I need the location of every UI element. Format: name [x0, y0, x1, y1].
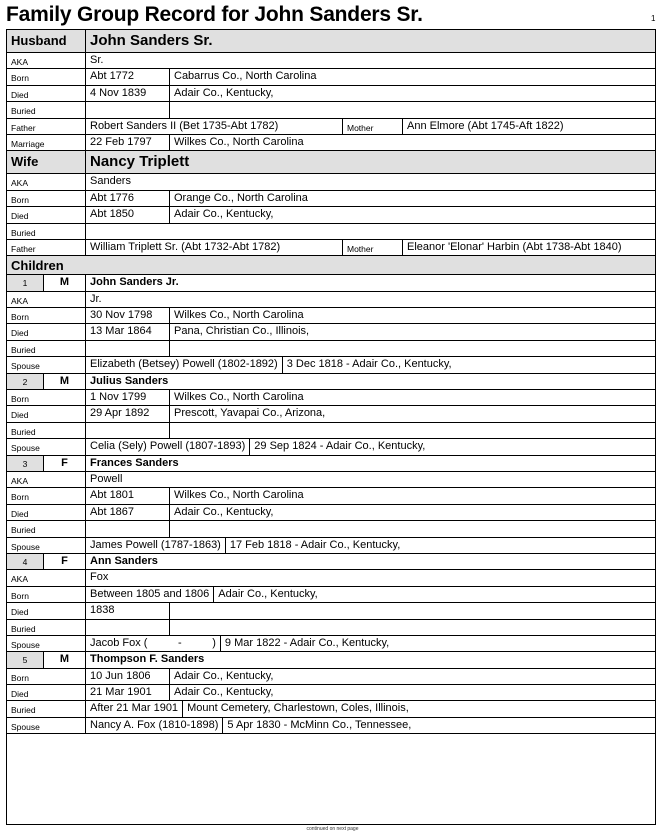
fact-place: Orange Co., North Carolina — [174, 191, 308, 204]
child-name: Ann Sanders — [90, 554, 158, 567]
fact-label: Born — [7, 69, 86, 84]
fact-date: Abt 1850 — [86, 207, 170, 222]
child-header — [7, 374, 655, 390]
fact-date: Abt 1867 — [86, 505, 170, 520]
fact-row-born — [7, 191, 655, 207]
spouse-name: Celia (Sely) Powell (1807-1893) — [86, 439, 250, 454]
fact-row-died — [7, 207, 655, 223]
fact-date: Abt 1776 — [86, 191, 170, 206]
fact-date: Abt 1772 — [86, 69, 170, 84]
wife-header — [7, 151, 655, 174]
spouse-name: Jacob Fox ( - ) — [86, 636, 221, 651]
marriage-info: 5 Apr 1830 - McMinn Co., Tennessee, — [227, 718, 412, 731]
fact-place — [170, 620, 655, 635]
marriage-info: 17 Feb 1818 - Adair Co., Kentucky, — [229, 538, 401, 551]
fact-row-buried — [7, 102, 655, 118]
fact-date: 29 Apr 1892 — [86, 406, 170, 421]
spouse-row — [7, 538, 655, 554]
fact-label: Died — [7, 685, 86, 700]
fact-row-born — [7, 587, 655, 603]
fact-value: Fox — [90, 571, 109, 584]
fact-row-buried — [7, 341, 655, 357]
fact-date: 13 Mar 1864 — [86, 324, 170, 339]
fact-row-buried — [7, 423, 655, 439]
fact-date: 30 Nov 1798 — [86, 308, 170, 323]
child-sex: F — [44, 554, 86, 569]
fact-value: Sanders — [90, 175, 131, 188]
page-number: 1 — [651, 14, 656, 23]
role-label: Wife — [7, 151, 86, 173]
fact-label: Born — [7, 587, 86, 602]
child-number: 1 — [7, 275, 44, 290]
child-name: Frances Sanders — [90, 456, 179, 469]
fact-row-aka — [7, 292, 655, 308]
spouse-row — [7, 718, 655, 734]
spouse-label: Spouse — [7, 439, 86, 454]
fact-date: 4 Nov 1839 — [86, 86, 170, 101]
spouse-row — [7, 636, 655, 652]
marriage-info: 3 Dec 1818 - Adair Co., Kentucky, — [286, 358, 452, 371]
fact-row-aka — [7, 174, 655, 190]
fact-value: Sr. — [90, 54, 104, 66]
child-sex: M — [44, 374, 86, 389]
fact-label: Buried — [7, 521, 86, 536]
child-name: Thompson F. Sanders — [90, 653, 205, 666]
fact-date: 21 Mar 1901 — [86, 685, 170, 700]
fact-value: Powell — [90, 472, 123, 485]
parents-row — [7, 119, 655, 135]
fact-date — [86, 341, 170, 356]
spouse-row — [7, 357, 655, 373]
fact-row-died — [7, 86, 655, 102]
spouse-label: Spouse — [7, 636, 86, 651]
spouse-name: Nancy A. Fox (1810-1898) — [86, 718, 223, 733]
fact-date: 22 Feb 1797 — [86, 135, 170, 150]
child-number: 3 — [7, 456, 44, 471]
spouse-label: Spouse — [7, 538, 86, 553]
children-header — [7, 256, 655, 275]
child-sex: M — [44, 652, 86, 667]
fact-date: 1 Nov 1799 — [86, 390, 170, 405]
fact-label: Died — [7, 603, 86, 618]
fact-label: AKA — [7, 472, 86, 487]
fact-date — [86, 423, 170, 438]
fact-label: Born — [7, 191, 86, 206]
fact-label: Buried — [7, 341, 86, 356]
father-label: Father — [7, 119, 86, 134]
fact-place — [170, 423, 655, 438]
fact-place: Mount Cemetery, Charlestown, Coles, Illinois, — [187, 702, 409, 715]
fact-place: Adair Co., Kentucky, — [174, 686, 274, 699]
fact-value — [86, 224, 655, 239]
fact-row-aka — [7, 53, 655, 69]
mother-label: Mother — [343, 119, 403, 134]
marriage-info: 29 Sep 1824 - Adair Co., Kentucky, — [254, 440, 426, 453]
fact-row-died — [7, 324, 655, 340]
fact-label: Buried — [7, 701, 86, 716]
fact-place: Cabarrus Co., North Carolina — [174, 70, 317, 83]
fact-row-born — [7, 669, 655, 685]
fact-row-buried — [7, 620, 655, 636]
fact-date — [86, 521, 170, 536]
child-header — [7, 275, 655, 291]
fact-row-buried — [7, 701, 655, 717]
fact-label: Died — [7, 207, 86, 222]
fact-place: Prescott, Yavapai Co., Arizona, — [174, 407, 326, 420]
father-name: William Triplett Sr. (Abt 1732-Abt 1782) — [86, 240, 343, 255]
role-label: Husband — [7, 30, 86, 52]
fact-label: Buried — [7, 224, 86, 239]
mother-name: Eleanor 'Elonar' Harbin (Abt 1738-Abt 1840) — [407, 240, 622, 253]
fact-row-buried — [7, 521, 655, 537]
fact-place: Wilkes Co., North Carolina — [174, 391, 304, 404]
fact-date: After 21 Mar 1901 — [86, 701, 183, 716]
fact-row-born — [7, 308, 655, 324]
fact-date — [86, 102, 170, 117]
fact-label: Buried — [7, 620, 86, 635]
spouse-row — [7, 439, 655, 455]
spouse-name: James Powell (1787-1863) — [86, 538, 226, 553]
parents-row — [7, 240, 655, 256]
spouse-name: Elizabeth (Betsey) Powell (1802-1892) — [86, 357, 283, 372]
mother-name: Ann Elmore (Abt 1745-Aft 1822) — [407, 119, 564, 132]
spouse-label: Spouse — [7, 718, 86, 733]
fact-place: Adair Co., Kentucky, — [174, 86, 274, 99]
fact-row-died — [7, 406, 655, 422]
fact-place — [170, 521, 655, 536]
child-sex: F — [44, 456, 86, 471]
fact-row-born — [7, 390, 655, 406]
person-name: John Sanders Sr. — [90, 32, 213, 49]
fact-place — [170, 341, 655, 356]
fact-date — [86, 620, 170, 635]
child-number: 2 — [7, 374, 44, 389]
fact-row-died — [7, 685, 655, 701]
spouse-label: Spouse — [7, 357, 86, 372]
family-group-sheet — [6, 29, 656, 825]
fact-label: AKA — [7, 292, 86, 307]
fact-label: AKA — [7, 570, 86, 585]
fact-label: Buried — [7, 423, 86, 438]
child-name: John Sanders Jr. — [90, 276, 179, 289]
fact-label: Buried — [7, 102, 86, 117]
fact-place: Adair Co., Kentucky, — [174, 669, 274, 682]
fact-place: Wilkes Co., North Carolina — [174, 135, 304, 148]
fact-label: AKA — [7, 174, 86, 189]
person-name: Nancy Triplett — [90, 153, 190, 171]
marriage-info: 9 Mar 1822 - Adair Co., Kentucky, — [224, 636, 390, 649]
fact-row-buried — [7, 224, 655, 240]
continued-note: continued on next page — [306, 826, 359, 832]
fact-row-died — [7, 505, 655, 521]
fact-label: Born — [7, 308, 86, 323]
fact-place: Adair Co., Kentucky, — [174, 208, 274, 221]
husband-header — [7, 30, 655, 53]
father-label: Father — [7, 240, 86, 255]
fact-label: Died — [7, 406, 86, 421]
child-number: 4 — [7, 554, 44, 569]
child-sex: M — [44, 275, 86, 290]
fact-row-aka — [7, 472, 655, 488]
fact-label: Died — [7, 86, 86, 101]
fact-label: Died — [7, 324, 86, 339]
fact-row-died — [7, 603, 655, 619]
fact-row-marriage — [7, 135, 655, 151]
fact-place: Adair Co., Kentucky, — [174, 505, 274, 518]
fact-place — [170, 102, 655, 117]
fact-label: Died — [7, 505, 86, 520]
fact-row-aka — [7, 570, 655, 586]
fact-row-born — [7, 488, 655, 504]
fact-date: Abt 1801 — [86, 488, 170, 503]
fact-place: Wilkes Co., North Carolina — [174, 309, 304, 322]
fact-place — [170, 603, 655, 618]
fact-label: Born — [7, 390, 86, 405]
child-name: Julius Sanders — [90, 374, 169, 387]
child-header — [7, 554, 655, 570]
fact-date: 1838 — [86, 603, 170, 618]
fact-row-born — [7, 69, 655, 85]
fact-place: Pana, Christian Co., Illinois, — [174, 325, 310, 338]
fact-date: 10 Jun 1806 — [86, 669, 170, 684]
child-header — [7, 652, 655, 668]
father-name: Robert Sanders II (Bet 1735-Abt 1782) — [86, 119, 343, 134]
child-number: 5 — [7, 652, 44, 667]
fact-date: Between 1805 and 1806 — [86, 587, 214, 602]
fact-label: Marriage — [7, 135, 86, 150]
section-label: Children — [11, 258, 64, 274]
fact-label: AKA — [7, 53, 86, 68]
fact-place: Wilkes Co., North Carolina — [174, 489, 304, 502]
fact-value: Jr. — [90, 292, 102, 305]
fact-place: Adair Co., Kentucky, — [218, 587, 318, 600]
fact-label: Born — [7, 488, 86, 503]
fact-label: Born — [7, 669, 86, 684]
child-header — [7, 456, 655, 472]
mother-label: Mother — [343, 240, 403, 255]
page-title: Family Group Record for John Sanders Sr. — [6, 3, 423, 26]
